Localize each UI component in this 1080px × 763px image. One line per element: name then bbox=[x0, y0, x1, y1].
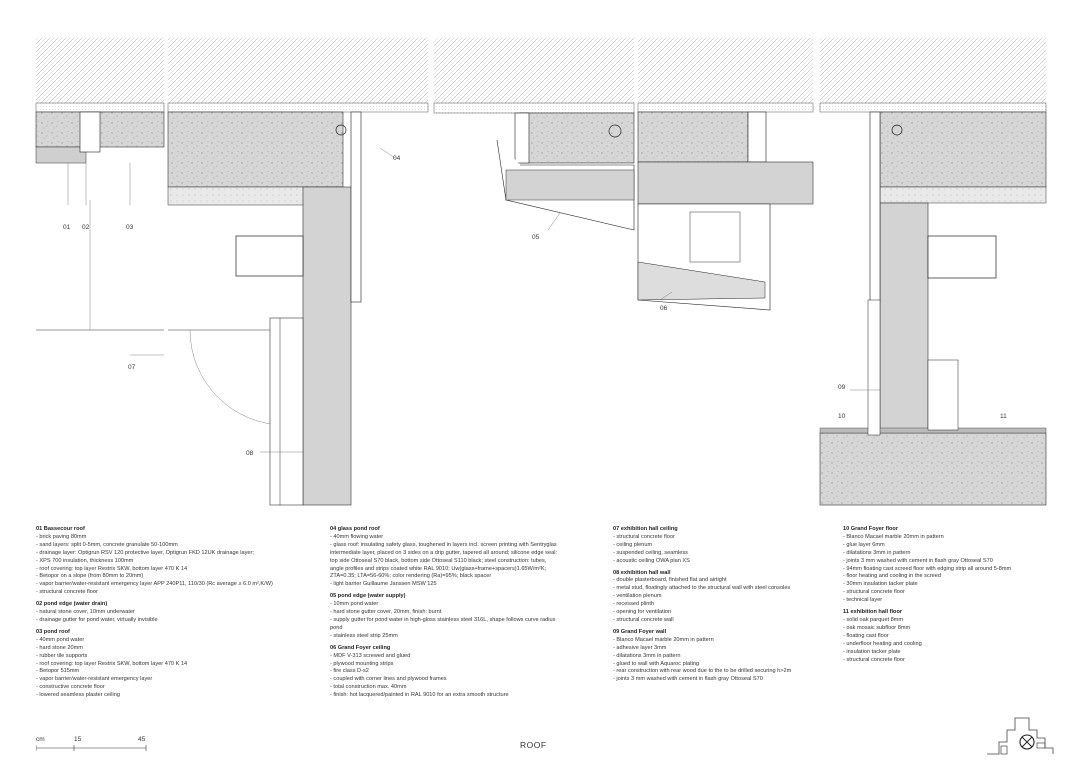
legend-item: - natural stone cover, 10mm underwater bbox=[36, 609, 135, 616]
legend-section-title: 10 Grand Foyer floor bbox=[843, 526, 899, 532]
section-panel-5 bbox=[820, 38, 1046, 505]
legend-item: - coupled with corner lines and plywood frames bbox=[330, 676, 447, 683]
legend-item: - sand layers: split 0-5mm, concrete granulate 50-100mm bbox=[36, 541, 178, 548]
legend-item: ZTA=0.35; LTA=56-60%; color rendering (Ra)=95%; black spacer bbox=[330, 573, 492, 580]
legend-item: - light barrier Guillaume Janssen MSW 125 bbox=[330, 581, 437, 588]
legend-item: top side Ottoseal S70 black, bottom side Ottoseal S110 black; steel construction: tubes, bbox=[330, 557, 547, 564]
scale-unit: cm bbox=[36, 736, 45, 743]
legend-column-2 bbox=[330, 526, 600, 704]
legend-item: - 30mm insulation tacker plate bbox=[843, 581, 918, 588]
legend-item: pond bbox=[330, 624, 343, 631]
legend-item: - floating cast floor bbox=[843, 632, 889, 639]
legend-item: - joints 3 mm washed with cement in flash gray Ottoseal S70 bbox=[613, 676, 763, 683]
legend-section-title: 02 pond edge (water drain) bbox=[36, 601, 108, 608]
legend-item: - acoustic ceiling OWA plan XS bbox=[613, 557, 690, 564]
legend-item: - hard stone gutter cover, 20mm, finish: burnt bbox=[330, 609, 442, 616]
legend-item: - technical layer bbox=[843, 597, 883, 604]
legend-section bbox=[330, 526, 600, 589]
legend-item: - structural concrete floor bbox=[613, 533, 675, 540]
legend-column-4 bbox=[843, 526, 1053, 668]
legend-item: - underfloor heating and cooling bbox=[843, 640, 922, 647]
legend-item: - total construction max. 40mm bbox=[330, 684, 407, 691]
callout-05: 05 bbox=[532, 234, 540, 241]
scale-bar bbox=[36, 736, 156, 756]
legend-section-title: 09 Grand Foyer wall bbox=[613, 628, 667, 635]
legend-item: - vapor barrier/water-resistant emergency layer APP 240P11, 110/30 (Rc average ≥ 6.0 m²,K/W) bbox=[36, 581, 273, 588]
legend-item: - rubber tile supports bbox=[36, 652, 88, 659]
legend-item: - constructive concrete floor bbox=[36, 684, 105, 691]
legend-section-title: 04 glass pond roof bbox=[330, 526, 380, 532]
legend-item: - 94mm floating cast screed floor with edging strip all around 5-8mm bbox=[843, 565, 1012, 572]
legend-item: - dilatations 3mm in pattern bbox=[843, 549, 911, 556]
legend-item: - recessed plinth bbox=[613, 601, 655, 608]
legend-item: - oak mosaic subfloor 8mm bbox=[843, 624, 911, 631]
legend-item: - floor heating and cooling in the screed bbox=[843, 573, 941, 580]
legend-item: - roof covering: top layer Restrix SKW, bottom layer 470 K 14 bbox=[36, 565, 188, 572]
legend-section-title: 07 exhibition hall ceiling bbox=[613, 526, 678, 532]
legend-item: angle profiles and strips coated white RAL 9010; Uw(glass+frame+spacers)1.65W/m²K; bbox=[330, 565, 547, 572]
legend-item: - supply gutter for pond water in high-gloss stainless steel 316L, shape follows curve radius bbox=[330, 616, 556, 623]
legend-item: - XPS 700 insulation, thickness 100mm bbox=[36, 557, 134, 564]
legend-item: - Betopor on a slope (from 80mm to 20mm) bbox=[36, 573, 144, 580]
legend-item: - lowered seamless plaster ceiling bbox=[36, 692, 120, 699]
legend-item: - dilatations 3mm in pattern bbox=[613, 652, 681, 659]
legend-section-title: 03 pond roof bbox=[36, 628, 70, 635]
callout-07: 07 bbox=[128, 364, 136, 371]
legend-item: - plywood mounting strips bbox=[330, 660, 394, 667]
legend-item: - solid oak parquet 8mm bbox=[843, 616, 904, 623]
legend-item: - glued to wall with Aquaroc plating bbox=[613, 660, 700, 667]
legend-section bbox=[36, 526, 316, 597]
scale-line bbox=[36, 736, 156, 756]
legend-section bbox=[613, 570, 823, 625]
callout-10: 10 bbox=[838, 413, 846, 420]
legend-item: - stainless steel strip 25mm bbox=[330, 632, 398, 639]
section-panel-4 bbox=[638, 38, 813, 310]
legend-section bbox=[330, 645, 600, 700]
section-panel-2 bbox=[130, 38, 428, 505]
legend-section bbox=[613, 526, 823, 566]
legend-item: - 40mm pond water bbox=[36, 636, 85, 643]
legend-item: - rear construction with rear wood due to the to be drilled securing h>2m bbox=[613, 668, 792, 675]
key-plan-icon bbox=[985, 712, 1055, 758]
legend-section-title: 05 pond edge (water supply) bbox=[330, 593, 406, 600]
section-panel-3 bbox=[434, 38, 634, 230]
callout-09: 09 bbox=[838, 384, 846, 391]
legend-item: - glue layer 6mm bbox=[843, 541, 885, 548]
legend-item: - Blanco Macael marble 20mm in pattern bbox=[613, 636, 714, 643]
legend-item: - adhesive layer 3mm bbox=[613, 644, 667, 651]
legend-section bbox=[843, 609, 1053, 664]
legend-item: - structural concrete floor bbox=[843, 656, 905, 663]
legend-item: - joints 3 mm washed with cement in flash gray Ottoseal S70 bbox=[843, 557, 993, 564]
legend-item: - fire class D-s2 bbox=[330, 668, 369, 675]
callout-08: 08 bbox=[246, 450, 254, 457]
callout-04: 04 bbox=[393, 155, 401, 162]
legend-section-title: 01 Bassecour roof bbox=[36, 526, 85, 532]
legend-item: - vapor barrier/water-resistant emergency layer bbox=[36, 676, 153, 683]
legend-item: - 40mm flowing water bbox=[330, 533, 384, 540]
legend-item: - ventilation plenum bbox=[613, 593, 662, 600]
legend-item: - brick paving 80mm bbox=[36, 533, 87, 540]
legend-section-title: 06 Grand Foyer ceiling bbox=[330, 644, 391, 651]
legend-item: - ceiling plenum bbox=[613, 541, 653, 548]
legend-section-title: 08 exhibition hall wall bbox=[613, 569, 671, 576]
legend-item: - MDF V-313 screwed and glued bbox=[330, 652, 411, 659]
callout-06: 06 bbox=[660, 305, 668, 312]
legend-item: - double plasterboard, finished flat and airtight bbox=[613, 577, 727, 584]
legend-section bbox=[36, 601, 316, 625]
legend-item: - insulation tacker plate bbox=[843, 648, 901, 655]
legend-item: - hard stone 20mm bbox=[36, 644, 83, 651]
legend-item: - opening for ventilation bbox=[613, 609, 672, 616]
callout-01: 01 bbox=[63, 224, 71, 231]
legend-item: - structural concrete floor bbox=[843, 589, 905, 596]
legend-item: - Blanco Macael marble 20mm in pattern bbox=[843, 533, 944, 540]
legend-item: - roof covering: top layer Restrix SKW, bottom layer 470 K 14 bbox=[36, 660, 188, 667]
legend-item: - suspended ceiling, seamless bbox=[613, 549, 688, 556]
legend-item: - drainage layer: Optigrun RSV 120 protective layer, Optigrun FKD 12UK drainage layer; bbox=[36, 549, 254, 556]
legend-column-1 bbox=[36, 526, 316, 704]
legend-item: - metal stud, floatingly attached to the structural wall with steel consoles bbox=[613, 585, 791, 592]
legend-item: - 10mm pond water bbox=[330, 601, 379, 608]
legend-section-title: 11 exhibition hall floor bbox=[843, 609, 903, 616]
section-panel-1 bbox=[36, 38, 164, 330]
scale-end: 45 bbox=[138, 736, 146, 743]
legend-item: - glass roof: insulating safety glass, toughened in layers incl. screen printing with Sentryglas bbox=[330, 541, 557, 548]
callout-11: 11 bbox=[1000, 413, 1007, 420]
legend-section bbox=[330, 593, 600, 640]
legend-item: - structural concrete floor bbox=[36, 589, 98, 596]
legend-column-3 bbox=[613, 526, 823, 688]
callout-02: 02 bbox=[82, 224, 90, 231]
page-title: ROOF bbox=[520, 740, 547, 750]
legend-section bbox=[843, 526, 1053, 605]
scale-mid: 15 bbox=[74, 736, 82, 743]
legend-item: - Betopor 515mm bbox=[36, 668, 80, 675]
legend-item: - structural concrete wall bbox=[613, 616, 674, 623]
legend-section bbox=[36, 629, 316, 700]
legend-item: intermediate layer, placed on 3 sides on a drip gutter, tapered all around; silicone edge seal: bbox=[330, 549, 558, 556]
callout-03: 03 bbox=[126, 224, 134, 231]
legend-section bbox=[613, 629, 823, 684]
legend-item: - finish: hot lacquered/painted in RAL 9010 for an extra smooth structure bbox=[330, 692, 509, 699]
legend-item: - drainage gutter for pond water, virtually invisible bbox=[36, 616, 158, 623]
